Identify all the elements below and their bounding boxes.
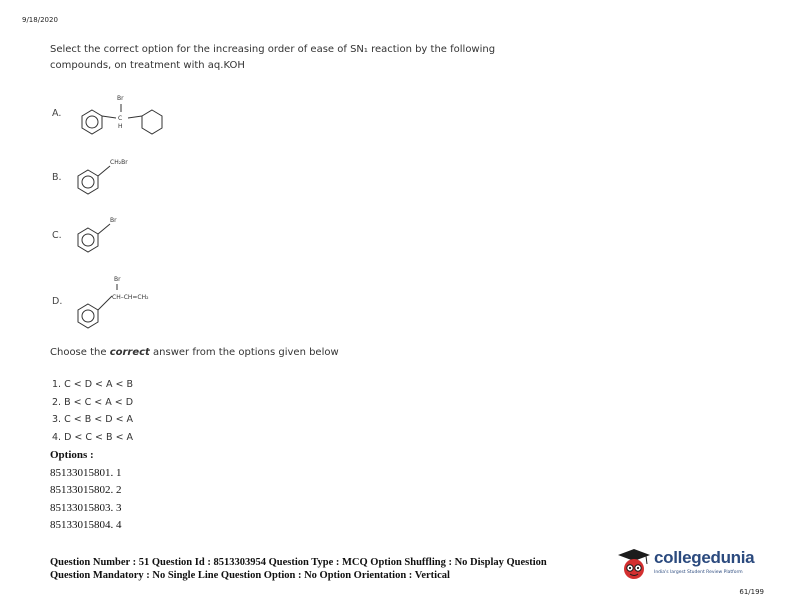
option-item-4: 85133015804. 4 [50,519,122,531]
structure-d-chain-label: CH–CH=CH₂ [112,294,149,301]
answer-choices [52,376,133,446]
graduate-mascot-icon [616,546,652,582]
structure-c [66,210,146,256]
question-line-2: compounds, on treatment with aq.KOH [50,60,245,71]
collegedunia-logo [616,546,776,582]
question-meta-line-2: Question Mandatory : No Single Line Question Option : No Option Orientation : Vertical [50,570,450,581]
answer-choice-1: 1. C < D < A < B [52,379,134,390]
print-date: 9/18/2020 [22,16,58,24]
option-item-2: 85133015802. 2 [50,484,122,496]
structure-a-c-label: C [118,115,123,122]
logo-brand-name: collegedunia [654,548,755,567]
structure-a [66,88,176,140]
answer-choice-4: 4. D < C < B < A [52,431,134,443]
structure-a-h-label: H [118,123,123,130]
structure-c-letter: C. [52,230,62,241]
question-meta [50,556,547,582]
instruction-suffix: answer from the options given below [149,347,339,358]
structure-a-br-label: Br [117,95,124,102]
question-line-1: Select the correct option for the increasing order of ease of SN₁ reaction by the following [50,44,496,55]
question-text [50,42,570,74]
option-item-1: 85133015801. 1 [50,466,122,479]
structure-b-letter: B. [52,172,62,183]
question-meta-line-1: Question Number : 51 Question Id : 8513303954 Question Type : MCQ Option Shuffling : No Display Question [50,557,547,568]
instruction-emphasis: correct [109,347,150,358]
answer-choice-2: 2. B < C < A < D [52,396,134,408]
options-header: Options : [50,449,94,461]
logo-tagline: India's largest Student Review Platform [654,570,743,575]
page-number: 61/199 [739,588,764,596]
answer-choice-3: 3. C < B < D < A [52,414,134,425]
option-item-3: 85133015803. 3 [50,501,122,514]
structure-d [66,272,196,332]
structure-b [66,152,156,198]
instruction-prefix: Choose the [50,347,110,358]
instruction-text [50,347,339,358]
structure-c-br-label: Br [110,217,117,224]
structure-a-letter: A. [52,108,62,119]
structure-d-br-label: Br [114,276,121,283]
options-block [50,447,122,535]
structure-b-ch2br-label: CH₂Br [110,159,128,166]
structure-d-letter: D. [52,296,63,307]
